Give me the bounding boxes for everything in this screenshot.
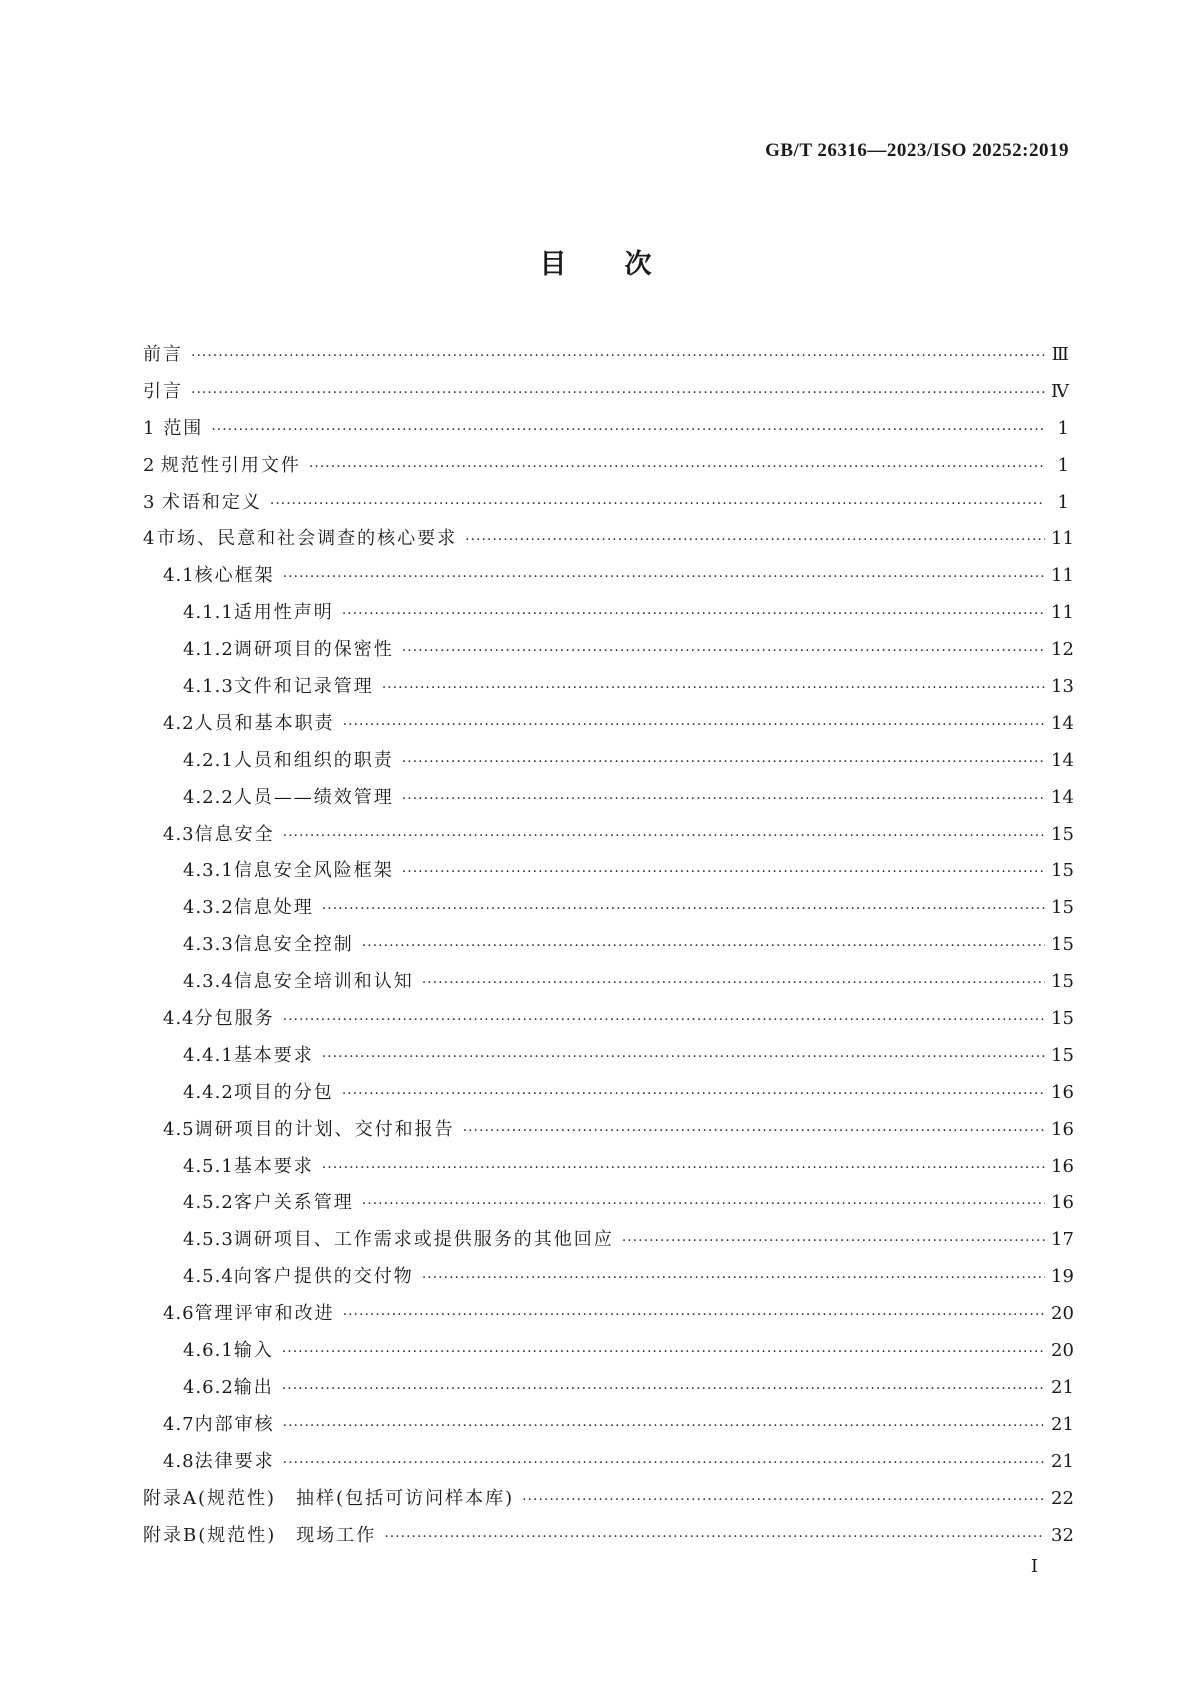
toc-entry[interactable] bbox=[143, 1521, 1074, 1558]
toc-entry[interactable] bbox=[143, 783, 1074, 820]
toc-entry-number: 4.8 bbox=[163, 1450, 195, 1472]
toc-entry-page: 20 bbox=[1051, 1303, 1074, 1325]
toc-entry-title: 基本要求 bbox=[233, 1044, 314, 1066]
toc-dot-leader bbox=[283, 1012, 1045, 1028]
toc-dot-leader bbox=[282, 1344, 1045, 1360]
toc-entry[interactable] bbox=[143, 377, 1069, 414]
toc-entry[interactable] bbox=[143, 1262, 1074, 1299]
toc-entry-title: 内部审核 bbox=[194, 1413, 275, 1435]
toc-entry[interactable] bbox=[143, 1336, 1074, 1373]
toc-entry[interactable] bbox=[143, 1004, 1074, 1041]
toc-entry-page: Ⅳ bbox=[1051, 380, 1069, 402]
toc-dot-leader bbox=[402, 864, 1045, 880]
toc-dot-leader bbox=[342, 1086, 1045, 1102]
toc-entry-title: 规范性引用文件 bbox=[160, 454, 301, 476]
toc-entry-number: 2 bbox=[143, 454, 156, 476]
toc-entry-number: 4.2.2 bbox=[183, 786, 234, 808]
toc-entry[interactable] bbox=[143, 414, 1069, 451]
toc-dot-leader bbox=[270, 496, 1045, 512]
page-number: Ⅰ bbox=[1030, 1556, 1038, 1577]
toc-entry-title: 管理评审和改进 bbox=[194, 1303, 335, 1325]
toc-entry-page: 21 bbox=[1051, 1413, 1074, 1435]
toc-entry-page: 16 bbox=[1051, 1155, 1074, 1177]
toc-entry-number: 4.1.1 bbox=[183, 602, 234, 624]
toc-entry-page: 14 bbox=[1051, 712, 1074, 734]
toc-entry-title: 项目的分包 bbox=[233, 1081, 334, 1103]
toc-entry-page: 11 bbox=[1051, 602, 1074, 624]
toc-entry-page: 16 bbox=[1051, 1192, 1074, 1214]
toc-entry-number: 4.3 bbox=[163, 823, 195, 845]
toc-entry-title: 术语和定义 bbox=[161, 491, 262, 513]
toc-entry[interactable] bbox=[143, 488, 1069, 525]
toc-dot-leader bbox=[402, 754, 1045, 770]
toc-entry-title: 分包服务 bbox=[194, 1008, 275, 1030]
toc-entry-page: 1 bbox=[1057, 491, 1069, 513]
toc-entry-title: 向客户提供的交付物 bbox=[233, 1266, 414, 1288]
toc-entry-number: 4.4.2 bbox=[183, 1081, 234, 1103]
toc-dot-leader bbox=[382, 680, 1045, 696]
toc-entry[interactable] bbox=[143, 1484, 1074, 1521]
toc-entry-number: 4.4.1 bbox=[183, 1044, 234, 1066]
toc-dot-leader bbox=[309, 459, 1045, 475]
toc-entry[interactable] bbox=[143, 524, 1074, 561]
toc-entry-number: 4.5.2 bbox=[183, 1192, 234, 1214]
toc-entry-title: 信息安全控制 bbox=[233, 934, 354, 956]
toc-entry-title: 市场、民意和社会调查的核心要求 bbox=[157, 528, 458, 550]
toc-entry-page: 11 bbox=[1051, 565, 1074, 587]
toc-entry[interactable] bbox=[143, 709, 1074, 746]
toc-entry[interactable] bbox=[143, 1152, 1074, 1189]
table-of-contents bbox=[143, 340, 1074, 1557]
toc-entry[interactable] bbox=[143, 1041, 1074, 1078]
toc-entry-page: 21 bbox=[1051, 1450, 1074, 1472]
toc-entry[interactable] bbox=[143, 1447, 1074, 1484]
toc-entry-title: 人员——绩效管理 bbox=[233, 786, 394, 808]
toc-entry-title: 信息安全 bbox=[194, 823, 275, 845]
toc-entry-number: 4.1.3 bbox=[183, 676, 234, 698]
toc-dot-leader bbox=[282, 1381, 1045, 1397]
toc-entry-page: 17 bbox=[1051, 1229, 1074, 1251]
toc-entry-page: 32 bbox=[1051, 1524, 1074, 1546]
toc-entry-page: 19 bbox=[1051, 1266, 1074, 1288]
toc-entry-page: 1 bbox=[1057, 417, 1069, 439]
toc-entry[interactable] bbox=[143, 1188, 1074, 1225]
toc-entry-page: 16 bbox=[1051, 1081, 1074, 1103]
toc-entry-number: 4.5 bbox=[163, 1118, 195, 1140]
toc-entry-title: 信息处理 bbox=[233, 897, 314, 919]
toc-dot-leader bbox=[422, 975, 1045, 991]
toc-entry-number: 4.1 bbox=[163, 565, 195, 587]
toc-entry[interactable] bbox=[143, 967, 1074, 1004]
toc-entry[interactable] bbox=[143, 930, 1074, 967]
toc-entry-page: 20 bbox=[1051, 1340, 1074, 1362]
toc-entry-title: 核心框架 bbox=[194, 565, 275, 587]
toc-entry-title: 人员和组织的职责 bbox=[233, 749, 394, 771]
toc-dot-leader bbox=[463, 1123, 1045, 1139]
toc-entry-title: 法律要求 bbox=[194, 1450, 275, 1472]
toc-entry-number: 4.3.3 bbox=[183, 934, 234, 956]
toc-entry-title: 客户关系管理 bbox=[233, 1192, 354, 1214]
toc-entry-number: 4.3.1 bbox=[183, 860, 234, 882]
toc-entry-title: 前言 bbox=[143, 344, 183, 365]
toc-entry-page: 15 bbox=[1051, 823, 1074, 845]
toc-dot-leader bbox=[191, 348, 1045, 364]
toc-entry[interactable] bbox=[143, 1078, 1074, 1115]
toc-dot-leader bbox=[322, 901, 1045, 917]
toc-entry-page: 11 bbox=[1051, 528, 1074, 550]
toc-entry[interactable] bbox=[143, 856, 1074, 893]
toc-entry[interactable] bbox=[143, 893, 1074, 930]
toc-dot-leader bbox=[322, 1160, 1045, 1176]
toc-entry[interactable] bbox=[143, 1225, 1074, 1262]
toc-entry[interactable] bbox=[143, 340, 1069, 377]
toc-entry-number: 4.6 bbox=[163, 1303, 195, 1325]
toc-dot-leader bbox=[384, 1529, 1045, 1545]
toc-entry-page: 21 bbox=[1051, 1376, 1074, 1398]
toc-entry-page: 14 bbox=[1051, 786, 1074, 808]
toc-entry-number: 4.2 bbox=[163, 712, 195, 734]
toc-dot-leader bbox=[362, 1196, 1045, 1212]
toc-entry-title: 范围 bbox=[163, 417, 204, 439]
toc-entry-title: 调研项目的保密性 bbox=[233, 639, 394, 661]
toc-entry-number: 4.7 bbox=[163, 1413, 195, 1435]
toc-dot-leader bbox=[402, 791, 1045, 807]
toc-entry-title: 信息安全培训和认知 bbox=[233, 971, 414, 993]
toc-entry-number: 4.2.1 bbox=[183, 749, 234, 771]
toc-entry-page: 15 bbox=[1051, 1008, 1074, 1030]
toc-entry[interactable] bbox=[143, 598, 1074, 635]
toc-entry[interactable] bbox=[143, 746, 1074, 783]
toc-dot-leader bbox=[191, 385, 1045, 401]
toc-entry[interactable] bbox=[143, 635, 1074, 672]
toc-entry[interactable] bbox=[143, 820, 1074, 857]
toc-dot-leader bbox=[322, 1049, 1045, 1065]
toc-entry-title: 调研项目、工作需求或提供服务的其他回应 bbox=[233, 1229, 614, 1251]
toc-dot-leader bbox=[343, 717, 1045, 733]
toc-entry[interactable] bbox=[143, 1373, 1074, 1410]
toc-entry-page: 15 bbox=[1051, 971, 1074, 993]
toc-entry[interactable] bbox=[143, 451, 1069, 488]
toc-dot-leader bbox=[283, 1455, 1045, 1471]
toc-dot-leader bbox=[522, 1492, 1045, 1508]
toc-entry-page: 14 bbox=[1051, 749, 1074, 771]
toc-entry-title: 信息安全风险框架 bbox=[233, 860, 394, 882]
toc-title: 目次 bbox=[539, 249, 710, 280]
toc-entry-number: 4.5.1 bbox=[183, 1155, 234, 1177]
toc-entry-number: 4.5.4 bbox=[183, 1266, 234, 1288]
toc-entry-title: 适用性声明 bbox=[233, 602, 334, 624]
toc-entry-number: 3 bbox=[143, 491, 156, 513]
toc-entry-page: 22 bbox=[1051, 1487, 1074, 1509]
toc-entry-page: 15 bbox=[1051, 897, 1074, 919]
toc-dot-leader bbox=[362, 938, 1045, 954]
toc-entry-page: 1 bbox=[1057, 454, 1069, 476]
toc-dot-leader bbox=[422, 1270, 1045, 1286]
toc-dot-leader bbox=[343, 1307, 1045, 1323]
toc-dot-leader bbox=[342, 606, 1045, 622]
toc-entry[interactable] bbox=[143, 561, 1074, 598]
toc-entry-page: 15 bbox=[1051, 860, 1074, 882]
toc-entry[interactable] bbox=[143, 1410, 1074, 1447]
toc-dot-leader bbox=[283, 569, 1045, 585]
toc-dot-leader bbox=[402, 643, 1045, 659]
toc-entry-title: 输入 bbox=[233, 1340, 274, 1362]
toc-entry[interactable] bbox=[143, 672, 1074, 709]
toc-entry[interactable] bbox=[143, 1115, 1074, 1152]
toc-entry-title: 基本要求 bbox=[233, 1155, 314, 1177]
toc-entry-title: 输出 bbox=[233, 1376, 274, 1398]
toc-entry-number: 4.5.3 bbox=[183, 1229, 234, 1251]
toc-entry-page: 15 bbox=[1051, 1044, 1074, 1066]
toc-entry-title: 文件和记录管理 bbox=[233, 676, 374, 698]
toc-entry-number: 4.3.4 bbox=[183, 971, 234, 993]
toc-dot-leader bbox=[465, 532, 1045, 548]
toc-entry-title: 引言 bbox=[143, 380, 183, 402]
toc-entry-title: 调研项目的计划、交付和报告 bbox=[194, 1118, 455, 1140]
toc-entry-number: 4.6.2 bbox=[183, 1376, 234, 1398]
toc-entry-number: 4.3.2 bbox=[183, 897, 234, 919]
toc-entry-page: Ⅲ bbox=[1051, 344, 1069, 365]
toc-dot-leader bbox=[283, 828, 1045, 844]
toc-entry-page: 13 bbox=[1051, 676, 1074, 698]
toc-dot-leader bbox=[283, 1418, 1045, 1434]
toc-entry-number: 4.6.1 bbox=[183, 1340, 234, 1362]
toc-entry-page: 15 bbox=[1051, 934, 1074, 956]
toc-entry[interactable] bbox=[143, 1299, 1074, 1336]
toc-entry-page: 16 bbox=[1051, 1118, 1074, 1140]
toc-entry-number: 4.1.2 bbox=[183, 639, 234, 661]
toc-dot-leader bbox=[622, 1233, 1045, 1249]
toc-entry-title: 附录A(规范性) 抽样(包括可访问样本库) bbox=[143, 1487, 515, 1509]
toc-entry-title: 附录B(规范性) 现场工作 bbox=[143, 1524, 377, 1546]
toc-entry-number: 4.4 bbox=[163, 1008, 195, 1030]
toc-entry-number: 4 bbox=[143, 528, 156, 550]
toc-entry-page: 12 bbox=[1051, 639, 1074, 661]
toc-entry-number: 1 bbox=[143, 417, 156, 439]
toc-entry-title: 人员和基本职责 bbox=[194, 712, 335, 734]
standard-code: GB/T 26316—2023/ISO 20252:2019 bbox=[765, 140, 1069, 161]
toc-dot-leader bbox=[211, 422, 1045, 438]
